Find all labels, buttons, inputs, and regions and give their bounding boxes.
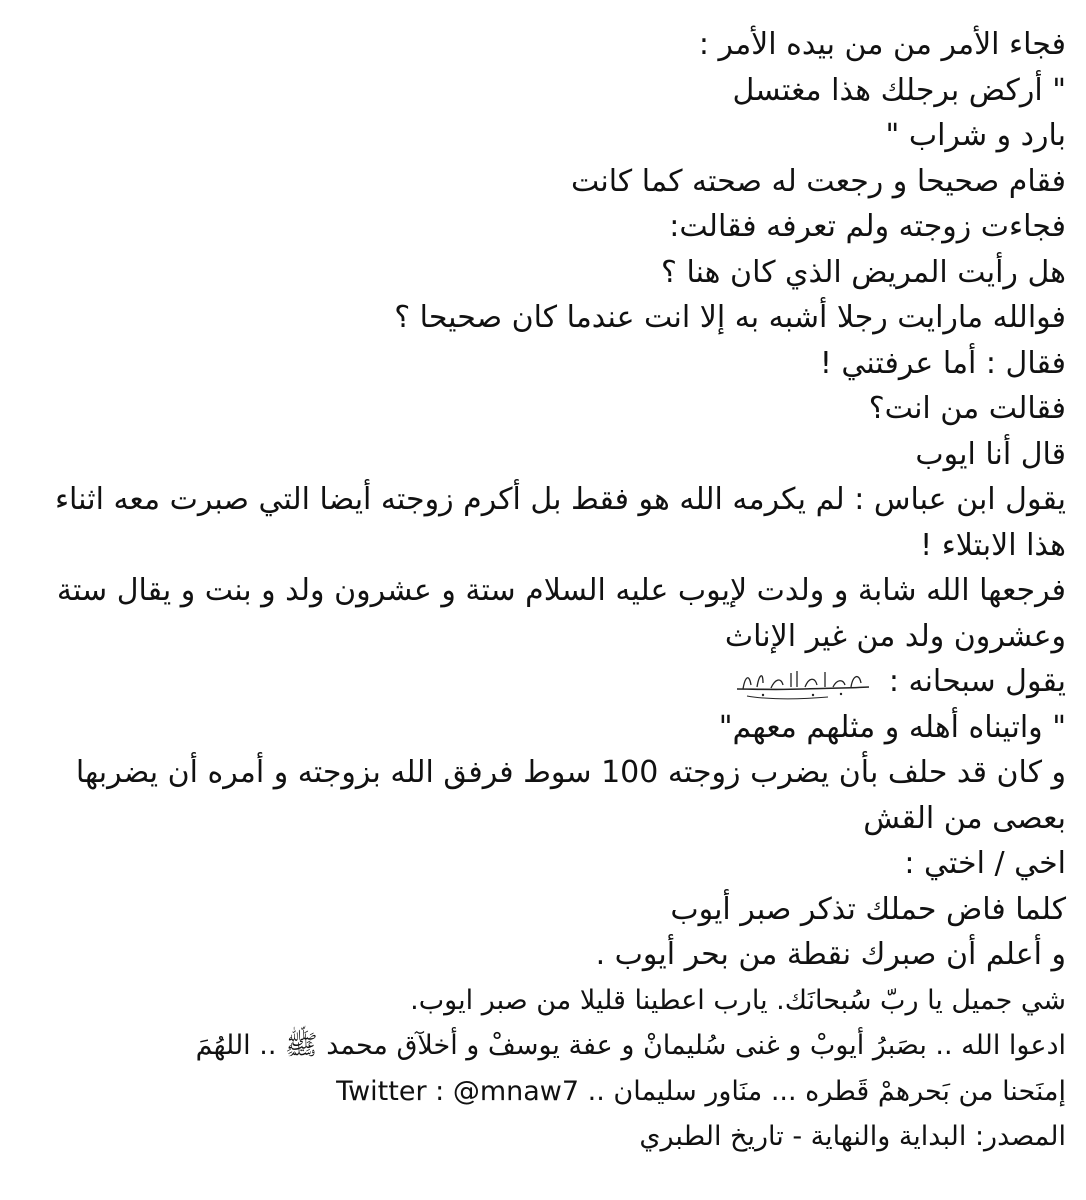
document-body — [34, 22, 1066, 1160]
text-line: بارد و شراب " — [885, 118, 1066, 153]
basmala-icon — [733, 663, 873, 703]
text-line: هذا الابتلاء ! — [920, 527, 1066, 563]
text-line: و أعلم أن صبرك نقطة من بحر أيوب . — [595, 937, 1066, 972]
text-line: " أركض برجلك هذا مغتسل — [732, 72, 1066, 108]
text-line: فقام صحيحا و رجعت له صحته كما كانت — [570, 163, 1066, 199]
text-line: شي جميل يا ربّ سُبحانَك. يارب اعطينا قليلا من صبر ايوب. — [410, 984, 1066, 1016]
subhanah-line — [34, 659, 1066, 705]
text-line: فجاء الأمر من من بيده الأمر : — [698, 27, 1066, 62]
attribution-line: إمنَحنا من بَحرهمْ قَطره ... منَاور سليمان .. Twitter : @mnaw7 — [336, 1075, 1066, 1107]
text-line: فقالت من انت؟ — [868, 391, 1066, 426]
text-line: قال أنا ايوب — [915, 436, 1066, 472]
text-line: فقال : أما عرفتني ! — [819, 345, 1066, 381]
text-line: يقول ابن عباس : لم يكرمه الله هو فقط بل أكرم زوجته أيضا التي صبرت معه اثناء — [54, 482, 1066, 517]
subhanah-prefix: يقول سبحانه : — [888, 664, 1066, 699]
text-line: فجاءت زوجته ولم تعرفه فقالت: — [669, 209, 1066, 244]
text-line: هل رأيت المريض الذي كان هنا ؟ — [661, 254, 1066, 290]
text-line: فرجعها الله شابة و ولدت لإيوب عليه السلام ستة و عشرون ولد و بنت و يقال ستة — [56, 573, 1066, 608]
text-line: وعشرون ولد من غير الإناث — [724, 618, 1066, 654]
text-line: " واتيناه أهله و مثلهم معهم" — [718, 709, 1066, 745]
text-line: بعصى من القش — [863, 800, 1066, 836]
text-line: و كان قد حلف بأن يضرب زوجته 100 سوط فرفق الله بزوجته و أمره أن يضربها — [75, 755, 1066, 790]
source-line: المصدر: البداية والنهاية - تاريخ الطبري — [639, 1121, 1066, 1152]
text-line: اخي / اختي : — [904, 846, 1066, 881]
dua-line: ادعوا الله .. بصَبرُ أيوبْ و غنى سُليمانْ و عفة يوسفْ و أخلآق محمد ﷺ .. اللهُمَ — [195, 1030, 1066, 1061]
text-line: فوالله مارايت رجلا أشبه به إلا انت عندما كان صحيحا ؟ — [394, 300, 1066, 335]
text-line: كلما فاض حملك تذكر صبر أيوب — [670, 891, 1066, 927]
